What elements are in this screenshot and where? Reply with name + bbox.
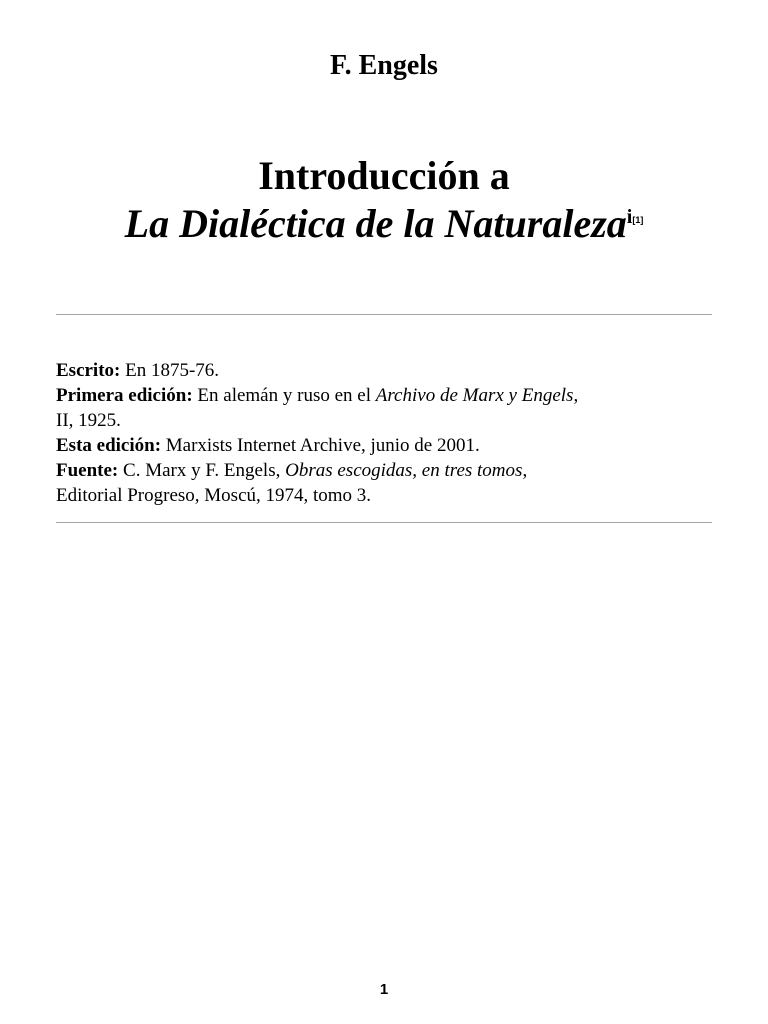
author-name: F. Engels [330, 50, 438, 81]
first-edition-suffix: , [573, 385, 579, 406]
written-line [56, 358, 716, 383]
first-edition-prefix: En alemán y ruso en el [192, 385, 376, 406]
written-label: Escrito: [56, 360, 121, 381]
subtitle-text: La Dialéctica de la Naturaleza [124, 201, 627, 246]
source-work: Obras escogidas, en tres tomos [285, 460, 523, 481]
source-suffix: , [522, 460, 528, 481]
document-subtitle [0, 198, 768, 260]
source-prefix: C. Marx y F. Engels, [118, 460, 286, 481]
bottom-divider [56, 522, 712, 523]
footnote-link[interactable]: [1] [632, 215, 644, 225]
top-divider [56, 314, 712, 315]
publication-metadata [56, 358, 716, 508]
this-edition-line [56, 433, 716, 458]
this-edition-value: Marxists Internet Archive, junio de 2001. [161, 435, 480, 456]
superscript-mark: i [626, 206, 633, 228]
source-line-2: Editorial Progreso, Moscú, 1974, tomo 3. [56, 485, 372, 506]
source-label: Fuente: [56, 460, 119, 481]
first-edition-source: Archivo de Marx y Engels [375, 385, 574, 406]
document-title: Introducción a [258, 153, 510, 198]
page-number: 1 [379, 981, 389, 998]
first-edition-label: Primera edición: [56, 385, 193, 406]
first-edition-line [56, 383, 716, 408]
first-edition-line-2: II, 1925. [56, 410, 121, 431]
this-edition-label: Esta edición: [56, 435, 162, 456]
written-value: En 1875-76. [120, 360, 220, 381]
source-line [56, 458, 716, 483]
